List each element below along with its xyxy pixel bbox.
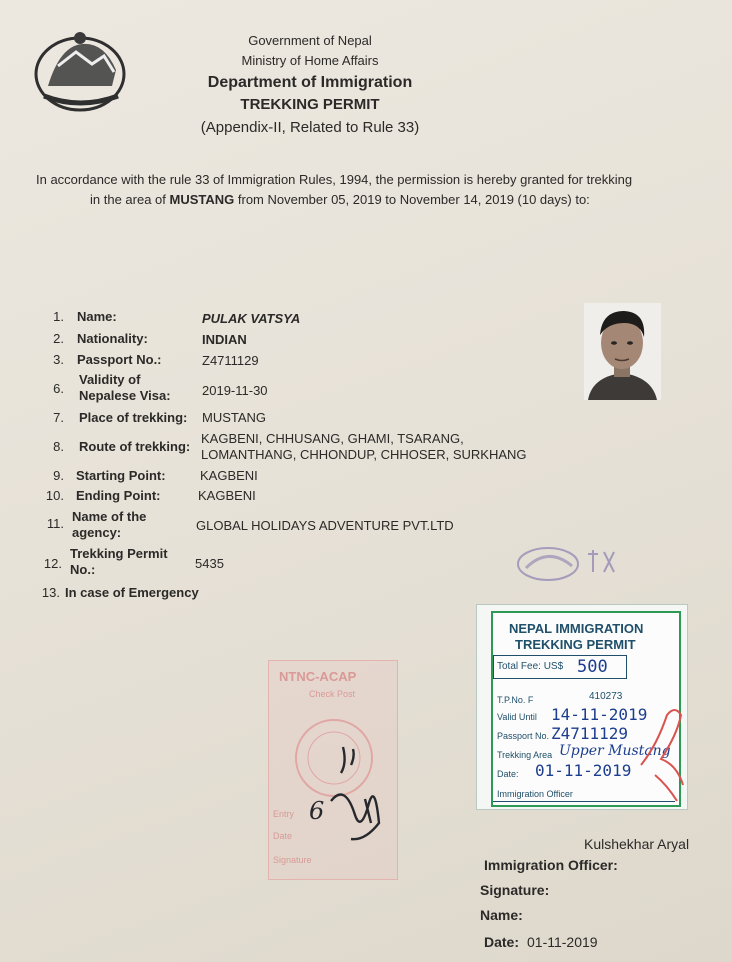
signature-label: Signature: (480, 882, 550, 898)
acap-handwritten-number: 6 (309, 797, 325, 825)
field-value-start: KAGBENI (200, 468, 258, 483)
purple-seal-icon (514, 542, 626, 582)
field-value-visa-validity: 2019-11-30 (202, 383, 268, 398)
field-label-nationality: Nationality: (77, 331, 148, 346)
field-number: 12. (43, 556, 62, 571)
intro-line2 (36, 190, 686, 210)
header-government: Government of Nepal (248, 33, 372, 48)
field-label-end: Ending Point: (76, 488, 161, 503)
field-number: 3. (53, 352, 64, 367)
stamp-title-1: NEPAL IMMIGRATION (509, 621, 644, 636)
field-number: 11. (46, 516, 64, 531)
field-label-emergency: In case of Emergency (65, 585, 199, 600)
field-label-permit-no-2: No.: (70, 562, 96, 577)
field-value-end: KAGBENI (198, 488, 256, 503)
field-number: 7. (53, 410, 64, 425)
stamp-title-2: TREKKING PERMIT (515, 637, 636, 652)
stamp-passport-label: Passport No. (497, 731, 550, 741)
stamp-fee-value: 500 (577, 657, 608, 677)
officer-name: Kulshekhar Aryal (584, 836, 690, 852)
stamp-passport-value: Z4711129 (551, 724, 629, 743)
field-label-passport: Passport No.: (77, 352, 162, 367)
field-label-route: Route of trekking: (79, 439, 191, 454)
field-number: 13. (41, 585, 60, 600)
field-number: 1. (53, 309, 64, 324)
nepal-emblem-icon (30, 26, 130, 116)
intro-line2-post: from November 05, 2019 to November 14, 2019 (10 days) to: (234, 192, 590, 207)
intro-line2-pre: in the area of (90, 192, 170, 207)
field-value-place: MUSTANG (202, 410, 267, 425)
field-number: 6. (53, 381, 64, 396)
stamp-officer-label: Immigration Officer (497, 789, 573, 799)
stamp-tp-label: T.P.No. F (497, 695, 534, 705)
field-label-agency: Name of the (72, 509, 147, 524)
field-number: 8. (53, 439, 64, 454)
officer-signature-icon (637, 705, 687, 805)
field-label-visa-validity-2: Nepalese Visa: (79, 388, 171, 403)
field-number: 2. (53, 331, 64, 346)
acap-stamp (268, 660, 398, 880)
officer-label: Immigration Officer: (484, 857, 618, 873)
acap-entry-label: Entry (273, 809, 295, 819)
acap-stamp-line1: Check Post (309, 689, 356, 699)
field-number: 9. (53, 468, 64, 483)
field-value-route-2: LOMANTHANG, CHHONDUP, CHHOSER, SURKHANG (201, 447, 527, 462)
name-label: Name: (480, 907, 523, 923)
date-value: 01-11-2019 (527, 934, 598, 950)
stamp-date-value: 01-11-2019 (535, 761, 632, 780)
header-department: Department of Immigration (207, 74, 413, 91)
stamp-valid-value: 14-11-2019 (551, 705, 648, 724)
stamp-area-label: Trekking Area (497, 750, 553, 760)
immigration-stamp (476, 604, 688, 810)
field-number: 10. (45, 488, 64, 503)
field-label-start: Starting Point: (76, 468, 166, 483)
field-value-passport: Z4711129 (202, 353, 259, 368)
stamp-valid-label: Valid Until (497, 712, 537, 722)
field-value-agency: GLOBAL HOLIDAYS ADVENTURE PVT.LTD (196, 518, 454, 533)
field-label-agency-2: agency: (72, 525, 122, 540)
stamp-fee-label: Total Fee: US$ (497, 661, 564, 672)
acap-signature-label: Signature (273, 855, 312, 865)
stamp-date-label: Date: (497, 769, 519, 779)
applicant-photo (584, 303, 661, 400)
stamp-area-value: Upper Mustang (559, 743, 671, 759)
field-label-visa-validity: Validity of (79, 372, 141, 387)
stamp-tp-value: 410273 (589, 691, 623, 702)
field-value-name: PULAK VATSYA (202, 311, 301, 326)
field-label-place: Place of trekking: (79, 410, 188, 425)
field-value-permit-no: 5435 (195, 556, 224, 571)
intro-paragraph (36, 170, 686, 210)
intro-line1: In accordance with the rule 33 of Immigration Rules, 1994, the permission is hereby granted for trekking (36, 172, 633, 187)
field-value-nationality: INDIAN (202, 332, 247, 347)
acap-signature-scribble-icon (325, 743, 389, 853)
intro-area: MUSTANG (169, 192, 235, 207)
field-label-name: Name: (77, 309, 117, 324)
date-label: Date: (484, 934, 520, 950)
header-ministry: Ministry of Home Affairs (241, 53, 379, 68)
field-label-permit-no: Trekking Permit (70, 546, 168, 561)
header-permit-title: TREKKING PERMIT (240, 96, 380, 113)
header-appendix: (Appendix-II, Related to Rule 33) (200, 119, 420, 136)
acap-stamp-title: NTNC-ACAP (279, 669, 357, 684)
field-value-route: KAGBENI, CHHUSANG, GHAMI, TSARANG, (201, 431, 464, 446)
acap-date-label: Date (273, 831, 293, 841)
